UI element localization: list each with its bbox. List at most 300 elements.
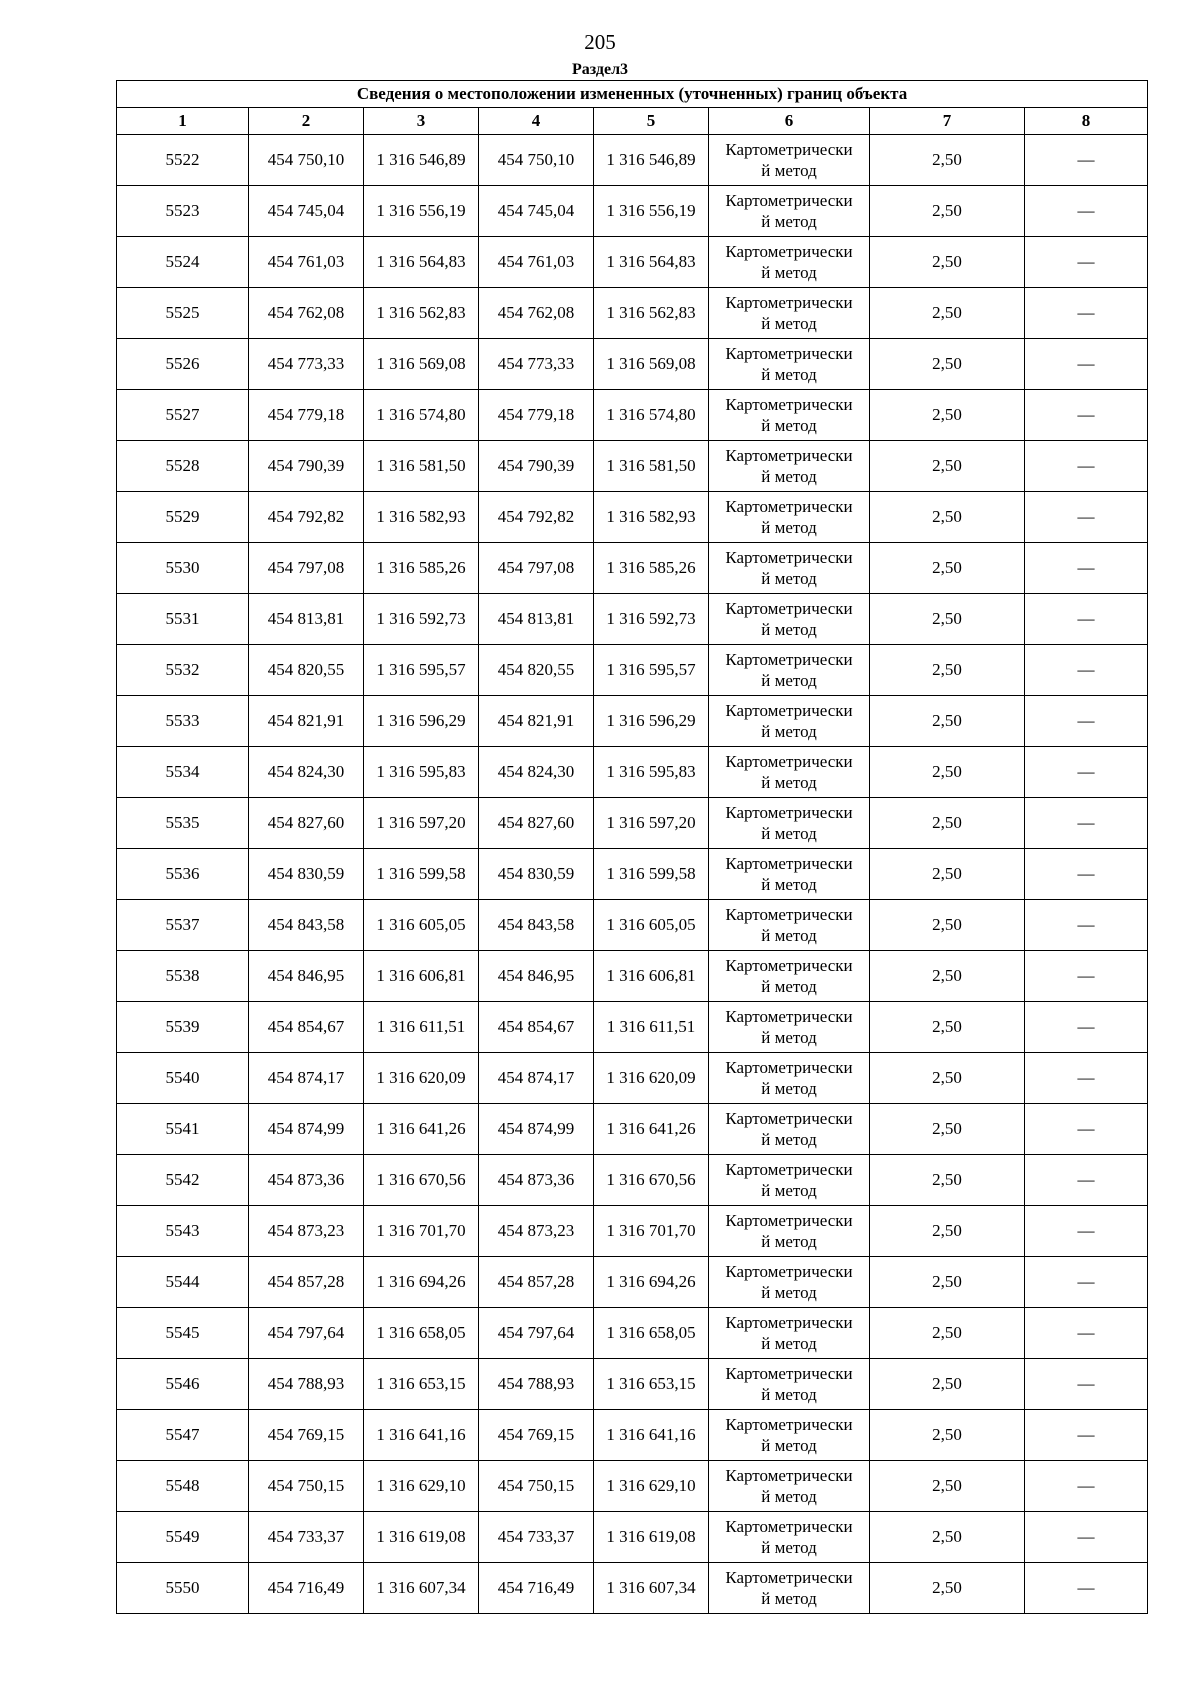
x-new-cell: 454 745,04 (479, 186, 594, 237)
y-old-cell: 1 316 582,93 (364, 492, 479, 543)
note-cell: — (1025, 237, 1148, 288)
y-new-cell: 1 316 562,83 (594, 288, 709, 339)
method-cell (709, 1257, 870, 1308)
method-line: й метод (761, 977, 817, 996)
note-cell: — (1025, 645, 1148, 696)
table-row (117, 288, 1148, 339)
method-cell (709, 1512, 870, 1563)
column-number: 4 (479, 108, 594, 135)
table-row (117, 951, 1148, 1002)
accuracy-cell: 2,50 (870, 1257, 1025, 1308)
method-line: Картометрически (725, 1517, 853, 1536)
y-old-cell: 1 316 607,34 (364, 1563, 479, 1614)
method-line: й метод (761, 365, 817, 384)
x-old-cell: 454 873,36 (249, 1155, 364, 1206)
method-line: Картометрически (725, 1568, 853, 1587)
column-number: 5 (594, 108, 709, 135)
column-number: 8 (1025, 108, 1148, 135)
y-new-cell: 1 316 641,16 (594, 1410, 709, 1461)
column-number-row (117, 108, 1148, 135)
accuracy-cell: 2,50 (870, 747, 1025, 798)
table-row (117, 594, 1148, 645)
table-row (117, 237, 1148, 288)
note-cell: — (1025, 594, 1148, 645)
point-number-cell: 5530 (117, 543, 249, 594)
table-row (117, 1002, 1148, 1053)
method-cell (709, 645, 870, 696)
coordinates-table (116, 80, 1148, 1614)
y-new-cell: 1 316 569,08 (594, 339, 709, 390)
y-old-cell: 1 316 641,16 (364, 1410, 479, 1461)
x-new-cell: 454 790,39 (479, 441, 594, 492)
method-line: Картометрически (725, 1364, 853, 1383)
point-number-cell: 5526 (117, 339, 249, 390)
note-cell: — (1025, 492, 1148, 543)
method-line: Картометрически (725, 599, 853, 618)
method-cell (709, 390, 870, 441)
x-old-cell: 454 827,60 (249, 798, 364, 849)
method-cell (709, 441, 870, 492)
note-cell: — (1025, 1053, 1148, 1104)
x-old-cell: 454 854,67 (249, 1002, 364, 1053)
y-new-cell: 1 316 564,83 (594, 237, 709, 288)
x-old-cell: 454 769,15 (249, 1410, 364, 1461)
y-old-cell: 1 316 595,57 (364, 645, 479, 696)
method-line: й метод (761, 569, 817, 588)
note-cell: — (1025, 951, 1148, 1002)
table-row (117, 798, 1148, 849)
table-row (117, 1257, 1148, 1308)
accuracy-cell: 2,50 (870, 849, 1025, 900)
table-row (117, 900, 1148, 951)
x-old-cell: 454 846,95 (249, 951, 364, 1002)
table-row (117, 135, 1148, 186)
note-cell: — (1025, 696, 1148, 747)
accuracy-cell: 2,50 (870, 186, 1025, 237)
accuracy-cell: 2,50 (870, 1206, 1025, 1257)
note-cell: — (1025, 1410, 1148, 1461)
x-old-cell: 454 750,15 (249, 1461, 364, 1512)
x-old-cell: 454 716,49 (249, 1563, 364, 1614)
accuracy-cell: 2,50 (870, 1563, 1025, 1614)
y-old-cell: 1 316 701,70 (364, 1206, 479, 1257)
y-new-cell: 1 316 620,09 (594, 1053, 709, 1104)
point-number-cell: 5539 (117, 1002, 249, 1053)
method-cell (709, 951, 870, 1002)
x-new-cell: 454 733,37 (479, 1512, 594, 1563)
column-number: 7 (870, 108, 1025, 135)
method-cell (709, 594, 870, 645)
y-old-cell: 1 316 658,05 (364, 1308, 479, 1359)
point-number-cell: 5523 (117, 186, 249, 237)
y-new-cell: 1 316 581,50 (594, 441, 709, 492)
note-cell: — (1025, 1308, 1148, 1359)
y-old-cell: 1 316 606,81 (364, 951, 479, 1002)
method-cell (709, 1410, 870, 1461)
x-new-cell: 454 824,30 (479, 747, 594, 798)
accuracy-cell: 2,50 (870, 1512, 1025, 1563)
method-line: й метод (761, 1181, 817, 1200)
method-line: Картометрически (725, 1058, 853, 1077)
method-line: й метод (761, 722, 817, 741)
method-cell (709, 1053, 870, 1104)
table-row (117, 186, 1148, 237)
point-number-cell: 5532 (117, 645, 249, 696)
table-row (117, 492, 1148, 543)
x-new-cell: 454 821,91 (479, 696, 594, 747)
method-line: Картометрически (725, 1007, 853, 1026)
point-number-cell: 5537 (117, 900, 249, 951)
x-new-cell: 454 750,10 (479, 135, 594, 186)
table-row (117, 441, 1148, 492)
x-old-cell: 454 792,82 (249, 492, 364, 543)
method-line: й метод (761, 263, 817, 282)
x-new-cell: 454 773,33 (479, 339, 594, 390)
table-row (117, 1461, 1148, 1512)
y-old-cell: 1 316 585,26 (364, 543, 479, 594)
method-line: Картометрически (725, 1211, 853, 1230)
note-cell: — (1025, 1257, 1148, 1308)
accuracy-cell: 2,50 (870, 339, 1025, 390)
accuracy-cell: 2,50 (870, 135, 1025, 186)
point-number-cell: 5536 (117, 849, 249, 900)
method-line: Картометрически (725, 1109, 853, 1128)
x-old-cell: 454 813,81 (249, 594, 364, 645)
note-cell: — (1025, 390, 1148, 441)
method-line: Картометрически (725, 1415, 853, 1434)
method-cell (709, 237, 870, 288)
method-line: й метод (761, 1334, 817, 1353)
method-line: й метод (761, 1079, 817, 1098)
note-cell: — (1025, 1512, 1148, 1563)
method-cell (709, 1002, 870, 1053)
method-line: Картометрически (725, 191, 853, 210)
method-line: Картометрически (725, 1262, 853, 1281)
y-new-cell: 1 316 611,51 (594, 1002, 709, 1053)
method-line: й метод (761, 671, 817, 690)
x-new-cell: 454 857,28 (479, 1257, 594, 1308)
note-cell: — (1025, 1461, 1148, 1512)
table-row (117, 696, 1148, 747)
x-new-cell: 454 761,03 (479, 237, 594, 288)
x-new-cell: 454 792,82 (479, 492, 594, 543)
x-old-cell: 454 873,23 (249, 1206, 364, 1257)
method-cell (709, 1104, 870, 1155)
method-line: й метод (761, 773, 817, 792)
x-new-cell: 454 827,60 (479, 798, 594, 849)
x-new-cell: 454 874,17 (479, 1053, 594, 1104)
y-new-cell: 1 316 599,58 (594, 849, 709, 900)
y-old-cell: 1 316 605,05 (364, 900, 479, 951)
y-old-cell: 1 316 611,51 (364, 1002, 479, 1053)
point-number-cell: 5549 (117, 1512, 249, 1563)
x-new-cell: 454 779,18 (479, 390, 594, 441)
method-line: Картометрически (725, 752, 853, 771)
x-new-cell: 454 843,58 (479, 900, 594, 951)
table-row (117, 1410, 1148, 1461)
x-new-cell: 454 750,15 (479, 1461, 594, 1512)
x-old-cell: 454 824,30 (249, 747, 364, 798)
y-old-cell: 1 316 629,10 (364, 1461, 479, 1512)
y-old-cell: 1 316 592,73 (364, 594, 479, 645)
accuracy-cell: 2,50 (870, 237, 1025, 288)
y-new-cell: 1 316 670,56 (594, 1155, 709, 1206)
method-cell (709, 1308, 870, 1359)
x-old-cell: 454 790,39 (249, 441, 364, 492)
point-number-cell: 5546 (117, 1359, 249, 1410)
note-cell: — (1025, 441, 1148, 492)
point-number-cell: 5541 (117, 1104, 249, 1155)
y-old-cell: 1 316 595,83 (364, 747, 479, 798)
accuracy-cell: 2,50 (870, 1155, 1025, 1206)
x-new-cell: 454 716,49 (479, 1563, 594, 1614)
method-line: Картометрически (725, 293, 853, 312)
point-number-cell: 5535 (117, 798, 249, 849)
y-new-cell: 1 316 546,89 (594, 135, 709, 186)
method-line: Картометрически (725, 395, 853, 414)
point-number-cell: 5534 (117, 747, 249, 798)
method-line: Картометрически (725, 548, 853, 567)
method-cell (709, 900, 870, 951)
table-row (117, 1563, 1148, 1614)
y-old-cell: 1 316 596,29 (364, 696, 479, 747)
x-new-cell: 454 820,55 (479, 645, 594, 696)
point-number-cell: 5550 (117, 1563, 249, 1614)
x-new-cell: 454 788,93 (479, 1359, 594, 1410)
note-cell: — (1025, 135, 1148, 186)
method-line: й метод (761, 620, 817, 639)
method-line: Картометрически (725, 701, 853, 720)
note-cell: — (1025, 1359, 1148, 1410)
point-number-cell: 5525 (117, 288, 249, 339)
x-old-cell: 454 874,17 (249, 1053, 364, 1104)
y-new-cell: 1 316 619,08 (594, 1512, 709, 1563)
method-cell (709, 1206, 870, 1257)
method-line: й метод (761, 212, 817, 231)
method-cell (709, 1563, 870, 1614)
x-old-cell: 454 857,28 (249, 1257, 364, 1308)
note-cell: — (1025, 186, 1148, 237)
method-line: й метод (761, 1028, 817, 1047)
method-cell (709, 288, 870, 339)
table-row (117, 1206, 1148, 1257)
method-cell (709, 1155, 870, 1206)
y-old-cell: 1 316 620,09 (364, 1053, 479, 1104)
method-cell (709, 492, 870, 543)
point-number-cell: 5545 (117, 1308, 249, 1359)
point-number-cell: 5548 (117, 1461, 249, 1512)
table-row (117, 1155, 1148, 1206)
y-old-cell: 1 316 599,58 (364, 849, 479, 900)
y-new-cell: 1 316 595,83 (594, 747, 709, 798)
method-line: й метод (761, 1283, 817, 1302)
note-cell: — (1025, 798, 1148, 849)
y-old-cell: 1 316 653,15 (364, 1359, 479, 1410)
table-row (117, 1104, 1148, 1155)
column-number: 1 (117, 108, 249, 135)
method-line: й метод (761, 875, 817, 894)
x-old-cell: 454 821,91 (249, 696, 364, 747)
x-new-cell: 454 874,99 (479, 1104, 594, 1155)
x-new-cell: 454 813,81 (479, 594, 594, 645)
table-row (117, 1512, 1148, 1563)
point-number-cell: 5542 (117, 1155, 249, 1206)
method-line: Картометрически (725, 1160, 853, 1179)
method-line: Картометрически (725, 242, 853, 261)
note-cell: — (1025, 339, 1148, 390)
y-old-cell: 1 316 641,26 (364, 1104, 479, 1155)
point-number-cell: 5531 (117, 594, 249, 645)
y-old-cell: 1 316 574,80 (364, 390, 479, 441)
method-cell (709, 1461, 870, 1512)
x-new-cell: 454 797,08 (479, 543, 594, 594)
point-number-cell: 5540 (117, 1053, 249, 1104)
x-old-cell: 454 874,99 (249, 1104, 364, 1155)
table-row (117, 1308, 1148, 1359)
point-number-cell: 5522 (117, 135, 249, 186)
table-row (117, 543, 1148, 594)
accuracy-cell: 2,50 (870, 900, 1025, 951)
y-new-cell: 1 316 607,34 (594, 1563, 709, 1614)
method-line: Картометрически (725, 344, 853, 363)
point-number-cell: 5538 (117, 951, 249, 1002)
x-new-cell: 454 830,59 (479, 849, 594, 900)
x-old-cell: 454 750,10 (249, 135, 364, 186)
method-line: Картометрически (725, 956, 853, 975)
x-old-cell: 454 745,04 (249, 186, 364, 237)
accuracy-cell: 2,50 (870, 1410, 1025, 1461)
method-cell (709, 1359, 870, 1410)
y-new-cell: 1 316 605,05 (594, 900, 709, 951)
x-new-cell: 454 762,08 (479, 288, 594, 339)
accuracy-cell: 2,50 (870, 645, 1025, 696)
y-new-cell: 1 316 582,93 (594, 492, 709, 543)
note-cell: — (1025, 288, 1148, 339)
accuracy-cell: 2,50 (870, 441, 1025, 492)
point-number-cell: 5543 (117, 1206, 249, 1257)
y-new-cell: 1 316 585,26 (594, 543, 709, 594)
x-new-cell: 454 769,15 (479, 1410, 594, 1461)
method-cell (709, 747, 870, 798)
accuracy-cell: 2,50 (870, 1053, 1025, 1104)
accuracy-cell: 2,50 (870, 492, 1025, 543)
y-old-cell: 1 316 581,50 (364, 441, 479, 492)
method-line: й метод (761, 1436, 817, 1455)
method-line: Картометрически (725, 1466, 853, 1485)
table-row (117, 849, 1148, 900)
note-cell: — (1025, 1002, 1148, 1053)
method-cell (709, 798, 870, 849)
method-line: й метод (761, 824, 817, 843)
y-new-cell: 1 316 597,20 (594, 798, 709, 849)
accuracy-cell: 2,50 (870, 543, 1025, 594)
x-old-cell: 454 797,64 (249, 1308, 364, 1359)
table-row (117, 339, 1148, 390)
method-line: й метод (761, 1385, 817, 1404)
section-title: Раздел3 (571, 61, 629, 78)
method-line: Картометрически (725, 497, 853, 516)
accuracy-cell: 2,50 (870, 798, 1025, 849)
point-number-cell: 5527 (117, 390, 249, 441)
method-line: й метод (761, 1232, 817, 1251)
y-old-cell: 1 316 694,26 (364, 1257, 479, 1308)
table-body (117, 135, 1148, 1614)
y-old-cell: 1 316 562,83 (364, 288, 479, 339)
y-new-cell: 1 316 658,05 (594, 1308, 709, 1359)
table-row (117, 1359, 1148, 1410)
y-new-cell: 1 316 653,15 (594, 1359, 709, 1410)
method-line: Картометрически (725, 854, 853, 873)
method-line: й метод (761, 1487, 817, 1506)
method-cell (709, 339, 870, 390)
method-cell (709, 849, 870, 900)
y-old-cell: 1 316 619,08 (364, 1512, 479, 1563)
note-cell: — (1025, 747, 1148, 798)
table-row (117, 645, 1148, 696)
y-old-cell: 1 316 564,83 (364, 237, 479, 288)
x-old-cell: 454 773,33 (249, 339, 364, 390)
y-new-cell: 1 316 641,26 (594, 1104, 709, 1155)
method-line: й метод (761, 1130, 817, 1149)
point-number-cell: 5529 (117, 492, 249, 543)
x-old-cell: 454 761,03 (249, 237, 364, 288)
note-cell: — (1025, 900, 1148, 951)
y-new-cell: 1 316 694,26 (594, 1257, 709, 1308)
x-old-cell: 454 820,55 (249, 645, 364, 696)
y-new-cell: 1 316 606,81 (594, 951, 709, 1002)
method-line: й метод (761, 518, 817, 537)
page-number: 205 (584, 30, 616, 54)
x-old-cell: 454 788,93 (249, 1359, 364, 1410)
accuracy-cell: 2,50 (870, 951, 1025, 1002)
x-new-cell: 454 873,23 (479, 1206, 594, 1257)
column-number: 2 (249, 108, 364, 135)
y-new-cell: 1 316 629,10 (594, 1461, 709, 1512)
y-new-cell: 1 316 574,80 (594, 390, 709, 441)
accuracy-cell: 2,50 (870, 1104, 1025, 1155)
x-new-cell: 454 854,67 (479, 1002, 594, 1053)
method-line: й метод (761, 314, 817, 333)
method-cell (709, 186, 870, 237)
method-line: Картометрически (725, 803, 853, 822)
method-line: й метод (761, 1589, 817, 1608)
point-number-cell: 5528 (117, 441, 249, 492)
accuracy-cell: 2,50 (870, 1308, 1025, 1359)
point-number-cell: 5533 (117, 696, 249, 747)
y-new-cell: 1 316 701,70 (594, 1206, 709, 1257)
x-new-cell: 454 873,36 (479, 1155, 594, 1206)
y-new-cell: 1 316 556,19 (594, 186, 709, 237)
note-cell: — (1025, 1104, 1148, 1155)
method-line: й метод (761, 416, 817, 435)
method-line: Картометрически (725, 140, 853, 159)
method-cell (709, 543, 870, 594)
note-cell: — (1025, 849, 1148, 900)
column-number: 6 (709, 108, 870, 135)
method-line: й метод (761, 926, 817, 945)
x-old-cell: 454 843,58 (249, 900, 364, 951)
table-row (117, 1053, 1148, 1104)
y-old-cell: 1 316 597,20 (364, 798, 479, 849)
table-row (117, 390, 1148, 441)
x-old-cell: 454 797,08 (249, 543, 364, 594)
method-line: Картометрически (725, 905, 853, 924)
accuracy-cell: 2,50 (870, 390, 1025, 441)
y-old-cell: 1 316 556,19 (364, 186, 479, 237)
y-new-cell: 1 316 592,73 (594, 594, 709, 645)
method-line: Картометрически (725, 446, 853, 465)
accuracy-cell: 2,50 (870, 1002, 1025, 1053)
